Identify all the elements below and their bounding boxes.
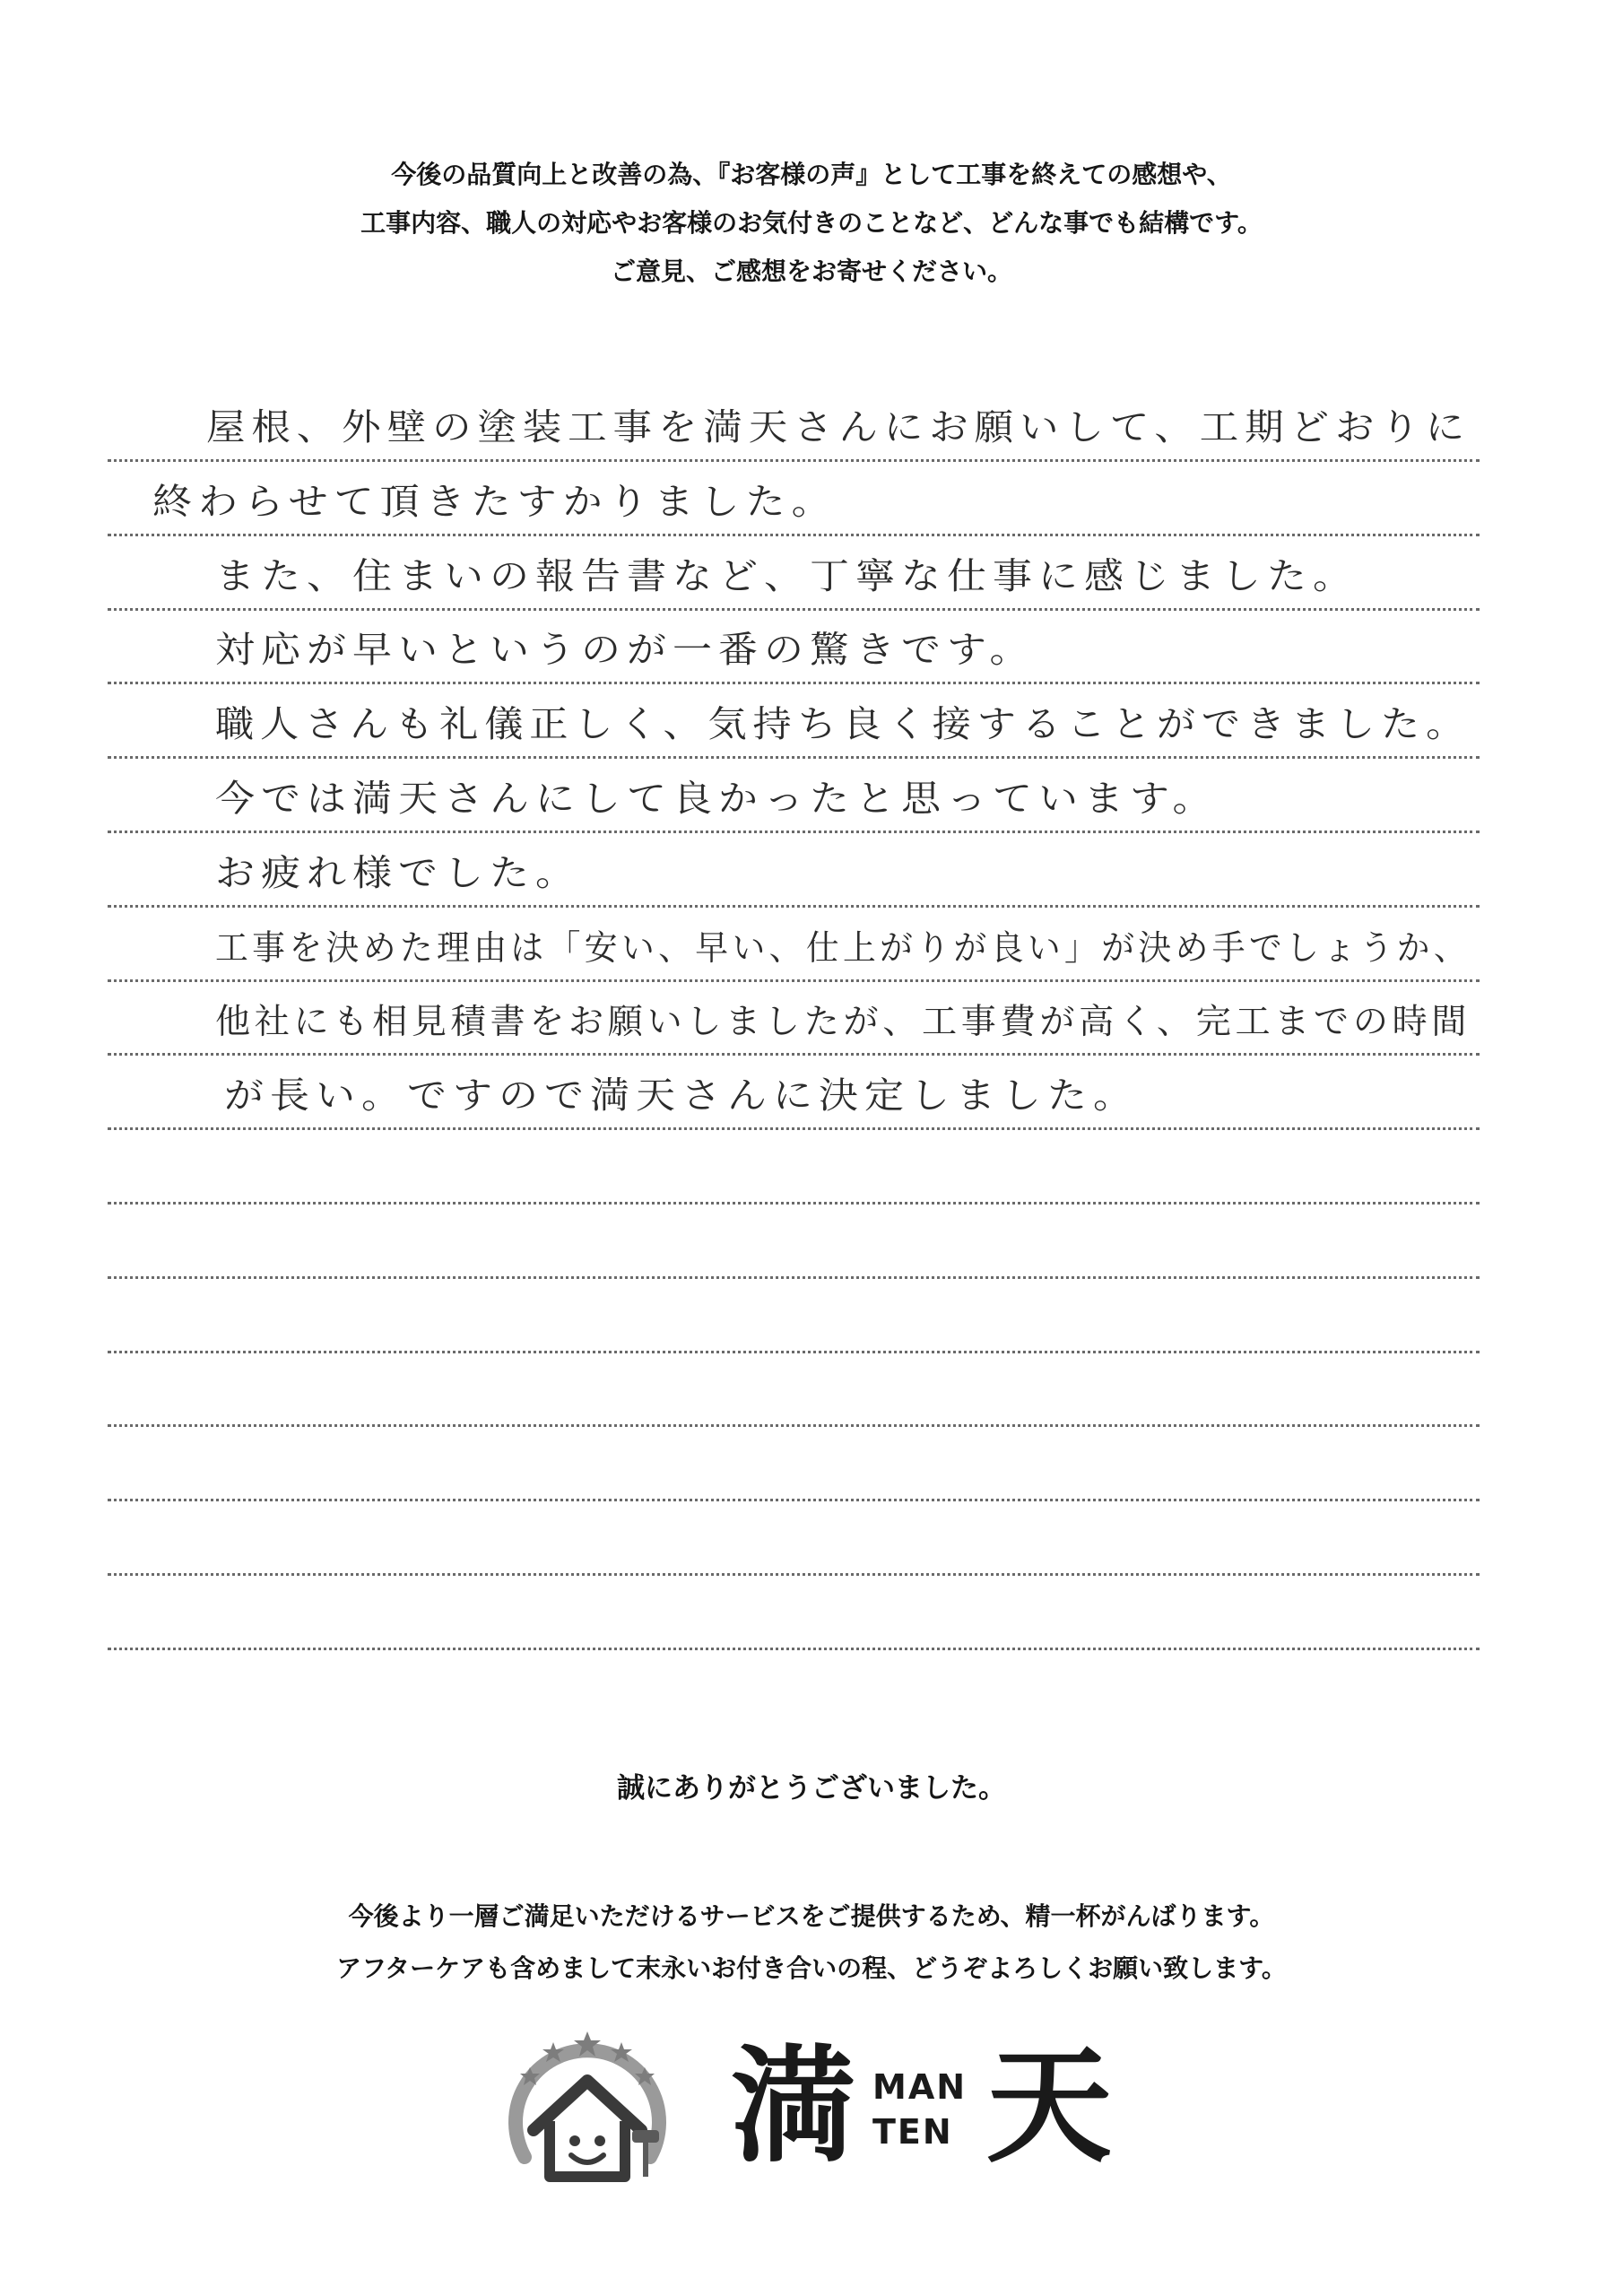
comment-line — [108, 1056, 1480, 1130]
comment-line-empty — [108, 1205, 1480, 1279]
comment-line — [108, 462, 1480, 536]
logo-roman-man: MAN — [872, 2067, 968, 2107]
logo-kanji-ten: 天 — [986, 2034, 1113, 2180]
handwritten-text: 対応が早いというのが一番の驚きです。 — [215, 629, 1036, 672]
header-line-3: ご意見、ご感想をお寄せください。 — [610, 257, 1012, 286]
logo-kanji-man: 満 — [731, 2034, 857, 2180]
comment-line-empty — [108, 1130, 1480, 1205]
comment-line-empty — [108, 1576, 1480, 1650]
comment-line-empty — [108, 1427, 1480, 1501]
header-line-1: 今後の品質向上と改善の為、『お客様の声』として工事を終えての感想や、 — [391, 160, 1232, 189]
logo-roman-ten: TEN — [872, 2112, 953, 2152]
handwritten-text: 他社にも相見積書をお願いしましたが、工事費が高く、完工までの時間 — [215, 1001, 1471, 1042]
company-logo — [498, 2022, 1125, 2193]
comment-line — [108, 395, 1480, 462]
comment-line-empty — [108, 1279, 1480, 1353]
form-header — [0, 151, 1623, 296]
handwritten-text: また、住まいの報告書など、丁寧な仕事に感じました。 — [215, 554, 1358, 597]
handwritten-text: 終わらせて頂きたすかりました。 — [152, 481, 838, 523]
closing-line-1: 今後より一層ご満足いただけるサービスをご提供するため、精一杯がんばります。 — [348, 1901, 1275, 1931]
handwritten-text: 工事を決めた理由は「安い、早い、仕上がりが良い」が決め手でしょうか、 — [215, 926, 1471, 968]
comment-line — [108, 759, 1480, 833]
house-stars-logo-icon — [498, 2022, 677, 2193]
handwritten-text: お疲れ様でした。 — [215, 852, 581, 894]
handwritten-text: 屋根、外壁の塗装工事を満天さんにお願いして、工期どおりに — [206, 406, 1471, 449]
comment-line — [108, 982, 1480, 1057]
closing-message — [0, 1891, 1623, 1995]
comment-line-empty — [108, 1353, 1480, 1428]
handwritten-text: 職人さんも礼儀正しく、気持ち良く接することができました。 — [215, 703, 1471, 746]
comment-line — [108, 611, 1480, 685]
handwritten-text: 今では満天さんにして良かったと思っています。 — [215, 778, 1219, 821]
comment-line — [108, 684, 1480, 759]
comment-line — [108, 536, 1480, 611]
comment-line — [108, 833, 1480, 908]
header-line-2: 工事内容、職人の対応やお客様のお気付きのことなど、どんな事でも結構です。 — [360, 208, 1263, 238]
handwritten-text: が長い。ですので満天さんに決定しました。 — [224, 1074, 1139, 1118]
comment-line-empty — [108, 1501, 1480, 1576]
thank-you-message: 誠にありがとうございました。 — [617, 1772, 1006, 1805]
comment-line — [108, 908, 1480, 982]
comment-lines — [108, 395, 1480, 1650]
closing-line-2: アフターケアも含めまして末永いお付き合いの程、どうぞよろしくお願い致します。 — [336, 1953, 1287, 1983]
